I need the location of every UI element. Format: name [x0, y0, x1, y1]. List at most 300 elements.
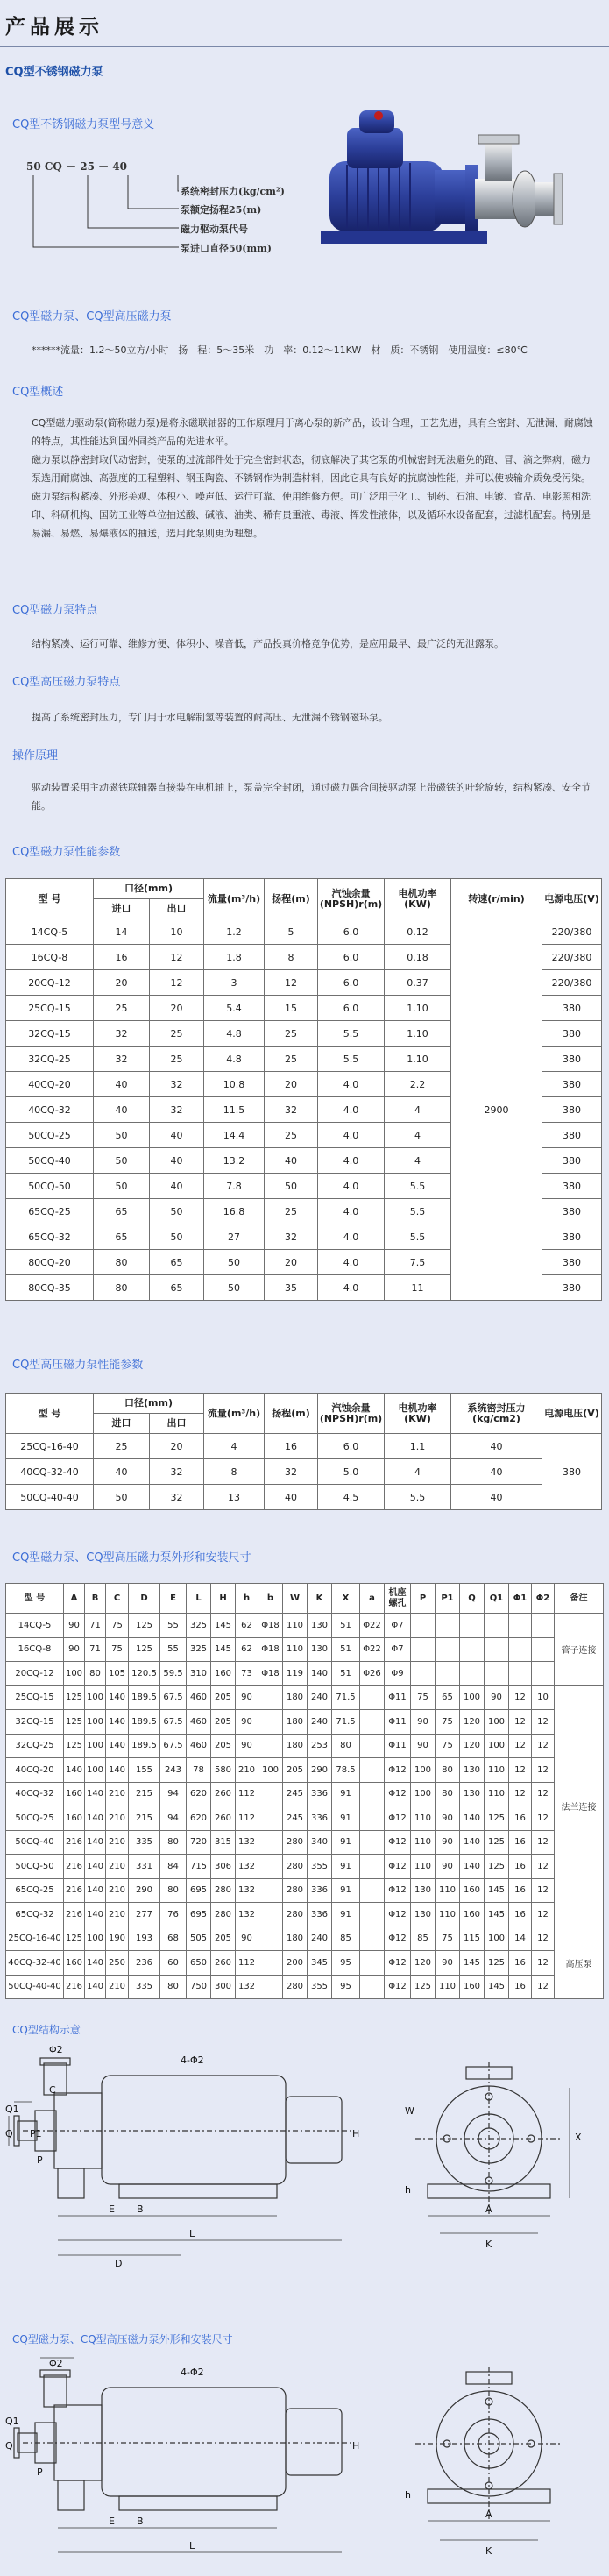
struct-heading: CQ型结构示意 [12, 2024, 81, 2036]
struct1-label-x: X [575, 2132, 582, 2143]
t3-header-cell: a [360, 1584, 385, 1614]
t3-cell: 60 [160, 1951, 187, 1976]
spec-line: ******流量：1.2～50立方/小时 扬 程：5～35米 功 率：0.12～11KW 材 质：不锈钢 使用温度：≤80℃ [32, 344, 528, 356]
t3-cell: Φ12 [385, 1830, 411, 1855]
t3-cell: 112 [236, 1806, 258, 1831]
t3-cell: 245 [283, 1806, 308, 1831]
t3-cell: 750 [187, 1975, 211, 1999]
t2-h-bore: 口径(mm) [94, 1394, 204, 1414]
t1-cell: 10.8 [204, 1072, 265, 1097]
t3-cell [360, 1782, 385, 1806]
t3-note-cell: 高压泵 [555, 1927, 604, 1999]
t3-cell: Φ7 [385, 1637, 411, 1662]
t3-cell: 110 [411, 1806, 436, 1831]
t3-cell [258, 1878, 283, 1903]
t3-cell: 140 [85, 1951, 106, 1976]
struct1-label-l: L [189, 2228, 195, 2239]
t3-cell: 240 [308, 1710, 332, 1735]
t3-header-cell: L [187, 1584, 211, 1614]
t1-cell: 10 [150, 919, 204, 945]
t3-cell: 695 [187, 1903, 211, 1927]
t3-cell: 300 [211, 1975, 236, 1999]
t3-cell: 216 [64, 1855, 85, 1879]
structure-end-view [380, 2062, 598, 2254]
t3-cell: 236 [129, 1951, 160, 1976]
t3-cell: 125 [129, 1614, 160, 1638]
t3-cell: 71 [85, 1637, 106, 1662]
t2-row [6, 1459, 602, 1485]
t3-cell: 210 [106, 1782, 129, 1806]
struct1-label-p: P [37, 2154, 43, 2166]
t1-cell: 32 [150, 1072, 204, 1097]
t3-row [6, 1637, 604, 1662]
t1-h-power: 电机功率(KW) [385, 879, 451, 919]
t3-cell: 125 [64, 1685, 85, 1710]
t1-volt-cell: 380 [542, 1148, 602, 1174]
model-code: 50 CQ － 25 － 40 [26, 160, 127, 173]
t3-cell: 216 [64, 1878, 85, 1903]
t1-cell: 12 [265, 970, 318, 996]
t3-cell: 280 [283, 1878, 308, 1903]
title-divider [0, 46, 609, 47]
t2-cell: 25 [94, 1434, 150, 1459]
t3-cell: 110 [411, 1830, 436, 1855]
t3-row [6, 1878, 604, 1903]
overview-heading: CQ型概述 [12, 386, 64, 399]
t1-cell: 12 [150, 945, 204, 970]
t3-cell: Φ26 [360, 1662, 385, 1686]
t3-cell: 125 [485, 1855, 509, 1879]
t1-cell: 6.0 [318, 996, 385, 1021]
perf-table-1 [5, 878, 602, 1301]
struct2-label-a: A [485, 2509, 492, 2520]
t3-header-cell: D [129, 1584, 160, 1614]
struct2-label-p: P [37, 2466, 43, 2478]
t1-cell: 5 [265, 919, 318, 945]
t3-cell [258, 1806, 283, 1831]
t3-cell: Φ11 [385, 1685, 411, 1710]
t3-row [6, 1758, 604, 1783]
t3-cell [360, 1685, 385, 1710]
t1-h-head: 扬程(m) [265, 879, 318, 919]
t3-cell: 335 [129, 1830, 160, 1855]
model-code-leader-lines [25, 172, 191, 256]
t3-cell: Φ12 [385, 1903, 411, 1927]
t1-cell: 7.8 [204, 1174, 265, 1199]
struct1-label-k: K [485, 2239, 492, 2250]
t1-cell: 0.12 [385, 919, 451, 945]
t3-cell: 80 [436, 1758, 460, 1783]
t3-cell [258, 1830, 283, 1855]
t3-cell: 160 [211, 1662, 236, 1686]
t1-cell: 7.5 [385, 1250, 451, 1275]
model-line-inlet: 泵进口直径50(mm) [181, 243, 272, 254]
t3-cell: Φ12 [385, 1927, 411, 1951]
t3-header-cell: Φ2 [532, 1584, 555, 1614]
t3-row [6, 1806, 604, 1831]
t1-cell: 50 [204, 1275, 265, 1301]
t1-cell: 14.4 [204, 1123, 265, 1148]
t3-cell: 216 [64, 1903, 85, 1927]
t3-cell [258, 1903, 283, 1927]
t3-cell [360, 1806, 385, 1831]
t1-cell: 1.10 [385, 1047, 451, 1072]
perf-table-2-body [6, 1434, 602, 1510]
dims-table-header [6, 1584, 604, 1614]
t3-cell: 130 [460, 1758, 485, 1783]
t1-cell: 4.0 [318, 1097, 385, 1123]
t3-cell: 12 [532, 1830, 555, 1855]
t3-cell: 240 [308, 1927, 332, 1951]
t3-cell [436, 1614, 460, 1638]
t2-row [6, 1485, 602, 1510]
t3-cell: 620 [187, 1782, 211, 1806]
t1-cell: 4.0 [318, 1224, 385, 1250]
t3-cell: 695 [187, 1878, 211, 1903]
t3-cell [436, 1637, 460, 1662]
t3-cell: 335 [129, 1975, 160, 1999]
t3-cell: 125 [64, 1710, 85, 1735]
model-line-pressure: 系统密封压力(kg/cm²) [181, 186, 285, 197]
t3-cell: 180 [283, 1685, 308, 1710]
t1-cell: 12 [150, 970, 204, 996]
t1-volt-cell: 380 [542, 1097, 602, 1123]
t3-cell: 130 [411, 1903, 436, 1927]
t3-cell: 71 [85, 1614, 106, 1638]
t3-cell: 140 [106, 1710, 129, 1735]
t1-cell: 4.0 [318, 1275, 385, 1301]
t3-cell: Φ11 [385, 1734, 411, 1758]
t1-cell: 2.2 [385, 1072, 451, 1097]
t3-cell: 110 [436, 1878, 460, 1903]
t2-cell: 4 [204, 1434, 265, 1459]
t3-cell: Φ7 [385, 1614, 411, 1638]
t3-cell: 250 [106, 1951, 129, 1976]
t3-cell: 355 [308, 1975, 332, 1999]
t1-cell: 5.5 [318, 1021, 385, 1047]
pump-photo [312, 91, 575, 251]
t1-cell: 32 [150, 1097, 204, 1123]
t1-cell: 8 [265, 945, 318, 970]
t2-volt-cell: 380 [542, 1434, 602, 1510]
t3-cell: 50CQ-40-40 [6, 1975, 64, 1999]
t3-cell: 100 [85, 1927, 106, 1951]
t2-cell: 40 [265, 1485, 318, 1510]
t1-cell: 40 [150, 1123, 204, 1148]
t3-cell: 112 [236, 1951, 258, 1976]
t3-cell [258, 1927, 283, 1951]
t3-header-cell: 型 号 [6, 1584, 64, 1614]
t3-cell: 119 [283, 1662, 308, 1686]
t3-cell [509, 1662, 532, 1686]
t3-cell [360, 1878, 385, 1903]
t3-cell: 94 [160, 1806, 187, 1831]
t3-cell: 110 [436, 1903, 460, 1927]
t3-cell: 14 [509, 1927, 532, 1951]
t2-cell: 13 [204, 1485, 265, 1510]
t3-cell: 253 [308, 1734, 332, 1758]
struct2-label-q: Q [5, 2440, 13, 2452]
t3-cell: 715 [187, 1855, 211, 1879]
t3-cell [258, 1685, 283, 1710]
perf2-heading: CQ型高压磁力泵性能参数 [12, 1359, 144, 1372]
t3-cell [460, 1662, 485, 1686]
t1-cell: 13.2 [204, 1148, 265, 1174]
t3-cell: 180 [283, 1734, 308, 1758]
t3-cell: 40CQ-20 [6, 1758, 64, 1783]
t1-cell: 0.18 [385, 945, 451, 970]
struct1-label-b: B [137, 2203, 144, 2215]
t3-cell [411, 1662, 436, 1686]
t2-h-pressure: 系统密封压力(kg/cm2) [451, 1394, 542, 1434]
t3-cell: 75 [436, 1734, 460, 1758]
t2-cell: 8 [204, 1459, 265, 1485]
t1-cell: 25 [265, 1123, 318, 1148]
t3-cell: 125 [411, 1975, 436, 1999]
t1-h-model: 型 号 [6, 879, 94, 919]
t3-cell: 325 [187, 1614, 211, 1638]
t3-cell: 90 [436, 1855, 460, 1879]
t3-cell: 80 [160, 1975, 187, 1999]
t3-cell: 210 [106, 1878, 129, 1903]
structure-side-view [5, 2040, 365, 2270]
overview-para-2: 磁力泵以静密封取代动密封，使泵的过流部件处于完全密封状态，彻底解决了其它泵的机械密封无法避免的跑、冒、滴之弊病，磁力泵选用耐腐蚀、高强度的工程塑料、钢玉陶瓷、不锈钢作为制造材料，因此它具有良好的抗腐蚀性能，并可以使被输介质免受污染。 [32, 454, 591, 484]
t2-cell: 20 [150, 1434, 204, 1459]
t3-cell: 180 [283, 1710, 308, 1735]
t3-cell: 180 [283, 1927, 308, 1951]
t3-header-cell: A [64, 1584, 85, 1614]
t3-cell: 100 [460, 1685, 485, 1710]
t3-cell: 132 [236, 1855, 258, 1879]
t1-volt-cell: 220/380 [542, 945, 602, 970]
struct1-label-hh: h [405, 2184, 411, 2196]
t3-cell: 51 [332, 1637, 360, 1662]
t1-cell: 40CQ-32 [6, 1097, 94, 1123]
t3-cell: 55 [160, 1637, 187, 1662]
t3-cell [360, 1830, 385, 1855]
features-heading: CQ型磁力泵特点 [12, 604, 98, 617]
t3-cell: 160 [64, 1806, 85, 1831]
t3-cell: Φ9 [385, 1662, 411, 1686]
t3-cell: 12 [509, 1782, 532, 1806]
t2-cell: 32 [150, 1459, 204, 1485]
t2-h-in: 进口 [94, 1414, 150, 1434]
t3-cell: 40CQ-32-40 [6, 1951, 64, 1976]
t3-cell: 59.5 [160, 1662, 187, 1686]
t3-cell: 90 [411, 1734, 436, 1758]
t2-h-head: 扬程(m) [265, 1394, 318, 1434]
t3-cell: 205 [283, 1758, 308, 1783]
t3-cell: 91 [332, 1830, 360, 1855]
t3-cell: 140 [460, 1806, 485, 1831]
t1-volt-cell: 380 [542, 1047, 602, 1072]
t2-h-npsh: 汽蚀余量(NPSH)r(m) [318, 1394, 385, 1434]
dims2-heading: CQ型磁力泵、CQ型高压磁力泵外形和安装尺寸 [12, 2333, 233, 2345]
t3-cell: Φ12 [385, 1975, 411, 1999]
struct2-label-h: H [352, 2440, 360, 2452]
t3-cell: 140 [85, 1903, 106, 1927]
t3-cell: Φ18 [258, 1662, 283, 1686]
t3-cell: 125 [64, 1927, 85, 1951]
t3-row [6, 1903, 604, 1927]
t3-cell: 210 [106, 1903, 129, 1927]
t1-cell: 50 [150, 1224, 204, 1250]
t3-cell: 145 [485, 1903, 509, 1927]
t3-cell: 100 [485, 1710, 509, 1735]
t3-cell [411, 1614, 436, 1638]
struct1-label-phi2: Φ2 [49, 2044, 63, 2055]
t1-cell: 5.5 [385, 1224, 451, 1250]
struct1-label-p1: P1 [30, 2128, 42, 2140]
t3-cell: 336 [308, 1903, 332, 1927]
t2-cell: 40 [451, 1434, 542, 1459]
t3-cell: 205 [211, 1927, 236, 1951]
struct2-label-hh: h [405, 2489, 411, 2501]
hp-features-heading: CQ型高压磁力泵特点 [12, 676, 121, 689]
t3-cell: 80 [85, 1662, 106, 1686]
t3-cell: 12 [532, 1806, 555, 1831]
t3-cell: 355 [308, 1855, 332, 1879]
t3-cell: 210 [106, 1830, 129, 1855]
t3-header-cell: X [332, 1584, 360, 1614]
t3-cell: 90 [411, 1710, 436, 1735]
t3-cell: 190 [106, 1927, 129, 1951]
t1-cell: 4.0 [318, 1199, 385, 1224]
t3-cell: 160 [64, 1951, 85, 1976]
struct2-label-phi2: Φ2 [49, 2358, 63, 2369]
t3-cell: 71.5 [332, 1685, 360, 1710]
t3-cell: 189.5 [129, 1734, 160, 1758]
t3-cell: 67.5 [160, 1685, 187, 1710]
t3-cell: 110 [283, 1614, 308, 1638]
t1-volt-cell: 380 [542, 1199, 602, 1224]
t1-cell: 50 [94, 1174, 150, 1199]
t3-cell: 240 [308, 1685, 332, 1710]
t3-cell: 73 [236, 1662, 258, 1686]
t3-cell [258, 1710, 283, 1735]
t1-cell: 6.0 [318, 945, 385, 970]
t1-cell: 16 [94, 945, 150, 970]
t3-cell: 140 [85, 1782, 106, 1806]
t1-cell: 16CQ-8 [6, 945, 94, 970]
t3-cell [460, 1614, 485, 1638]
t3-cell [360, 1927, 385, 1951]
t3-cell [258, 1855, 283, 1879]
t3-cell: Φ12 [385, 1782, 411, 1806]
t2-cell: 50 [94, 1485, 150, 1510]
t1-cell: 80CQ-35 [6, 1275, 94, 1301]
t3-cell [460, 1637, 485, 1662]
t3-cell [485, 1662, 509, 1686]
t3-cell: 50CQ-25 [6, 1806, 64, 1831]
t1-cell: 25 [265, 1021, 318, 1047]
t3-cell: 16 [509, 1806, 532, 1831]
t3-cell: 110 [283, 1637, 308, 1662]
t3-cell: 280 [211, 1903, 236, 1927]
t3-cell: 460 [187, 1734, 211, 1758]
struct1-label-a: A [485, 2203, 492, 2215]
t3-header-cell: C [106, 1584, 129, 1614]
t1-cell: 50CQ-25 [6, 1123, 94, 1148]
t3-cell [360, 1975, 385, 1999]
perf-table-2 [5, 1393, 602, 1510]
overview-text [12, 414, 595, 543]
t2-h-power: 电机功率(KW) [385, 1394, 451, 1434]
t3-cell: 125 [485, 1830, 509, 1855]
struct1-label-e: E [109, 2203, 115, 2215]
t3-cell: 78.5 [332, 1758, 360, 1783]
t3-cell: 90 [236, 1734, 258, 1758]
t3-cell: 189.5 [129, 1685, 160, 1710]
t3-cell: 75 [411, 1685, 436, 1710]
t3-cell: 160 [460, 1975, 485, 1999]
t3-cell: 62 [236, 1614, 258, 1638]
t1-cell: 32 [94, 1047, 150, 1072]
t3-cell: 12 [532, 1951, 555, 1976]
t2-cell: 32 [150, 1485, 204, 1510]
t3-cell: 200 [283, 1951, 308, 1976]
t1-cell: 65 [150, 1250, 204, 1275]
t1-h-speed: 转速(r/min) [451, 879, 542, 919]
t2-h-out: 出口 [150, 1414, 204, 1434]
t3-cell: 280 [283, 1830, 308, 1855]
t3-cell: 84 [160, 1855, 187, 1879]
model-line-head: 泵额定扬程25(m) [181, 204, 262, 216]
t3-cell: 215 [129, 1806, 160, 1831]
t3-cell: 140 [64, 1758, 85, 1783]
t3-cell: 80 [332, 1734, 360, 1758]
t3-cell: Φ12 [385, 1806, 411, 1831]
t3-cell: 12 [532, 1734, 555, 1758]
t3-cell: 110 [485, 1758, 509, 1783]
t3-cell: 132 [236, 1975, 258, 1999]
t3-cell: 140 [85, 1878, 106, 1903]
dims-table [5, 1583, 604, 1999]
t3-cell: 189.5 [129, 1710, 160, 1735]
t3-cell: 91 [332, 1806, 360, 1831]
struct2-label-k: K [485, 2545, 492, 2557]
t3-cell: 91 [332, 1855, 360, 1879]
overview-para-1: CQ型磁力驱动泵(简称磁力泵)是将永磁联轴器的工作原理用于离心泵的新产品，设计合理，工艺先进，具有全密封、无泄漏、耐腐蚀的特点，其性能达到国外同类产品的先进水平。 [32, 417, 593, 447]
t3-cell: 145 [460, 1951, 485, 1976]
t1-cell: 3 [204, 970, 265, 996]
t1-h-out: 出口 [150, 899, 204, 919]
t3-cell: 132 [236, 1903, 258, 1927]
t3-header-cell: 备注 [555, 1584, 604, 1614]
t1-volt-cell: 380 [542, 1123, 602, 1148]
struct2-label-b: B [137, 2516, 144, 2527]
t1-cell: 80 [94, 1275, 150, 1301]
t3-row [6, 1734, 604, 1758]
t3-cell: 105 [106, 1662, 129, 1686]
t3-cell: 91 [332, 1782, 360, 1806]
t3-cell [258, 1782, 283, 1806]
t1-h-npsh: 汽蚀余量(NPSH)r(m) [318, 879, 385, 919]
t3-cell: 140 [106, 1758, 129, 1783]
page-title: 产品展示 [5, 15, 103, 39]
t3-cell: Φ22 [360, 1614, 385, 1638]
t3-cell [360, 1710, 385, 1735]
t3-cell: Φ18 [258, 1614, 283, 1638]
t3-cell: 76 [160, 1903, 187, 1927]
t3-cell: 120 [411, 1951, 436, 1976]
t3-cell: 650 [187, 1951, 211, 1976]
t3-cell: 110 [436, 1975, 460, 1999]
t3-cell: 12 [532, 1710, 555, 1735]
t3-cell [485, 1637, 509, 1662]
t3-cell: 50CQ-50 [6, 1855, 64, 1879]
struct1-label-w: W [405, 2105, 414, 2117]
